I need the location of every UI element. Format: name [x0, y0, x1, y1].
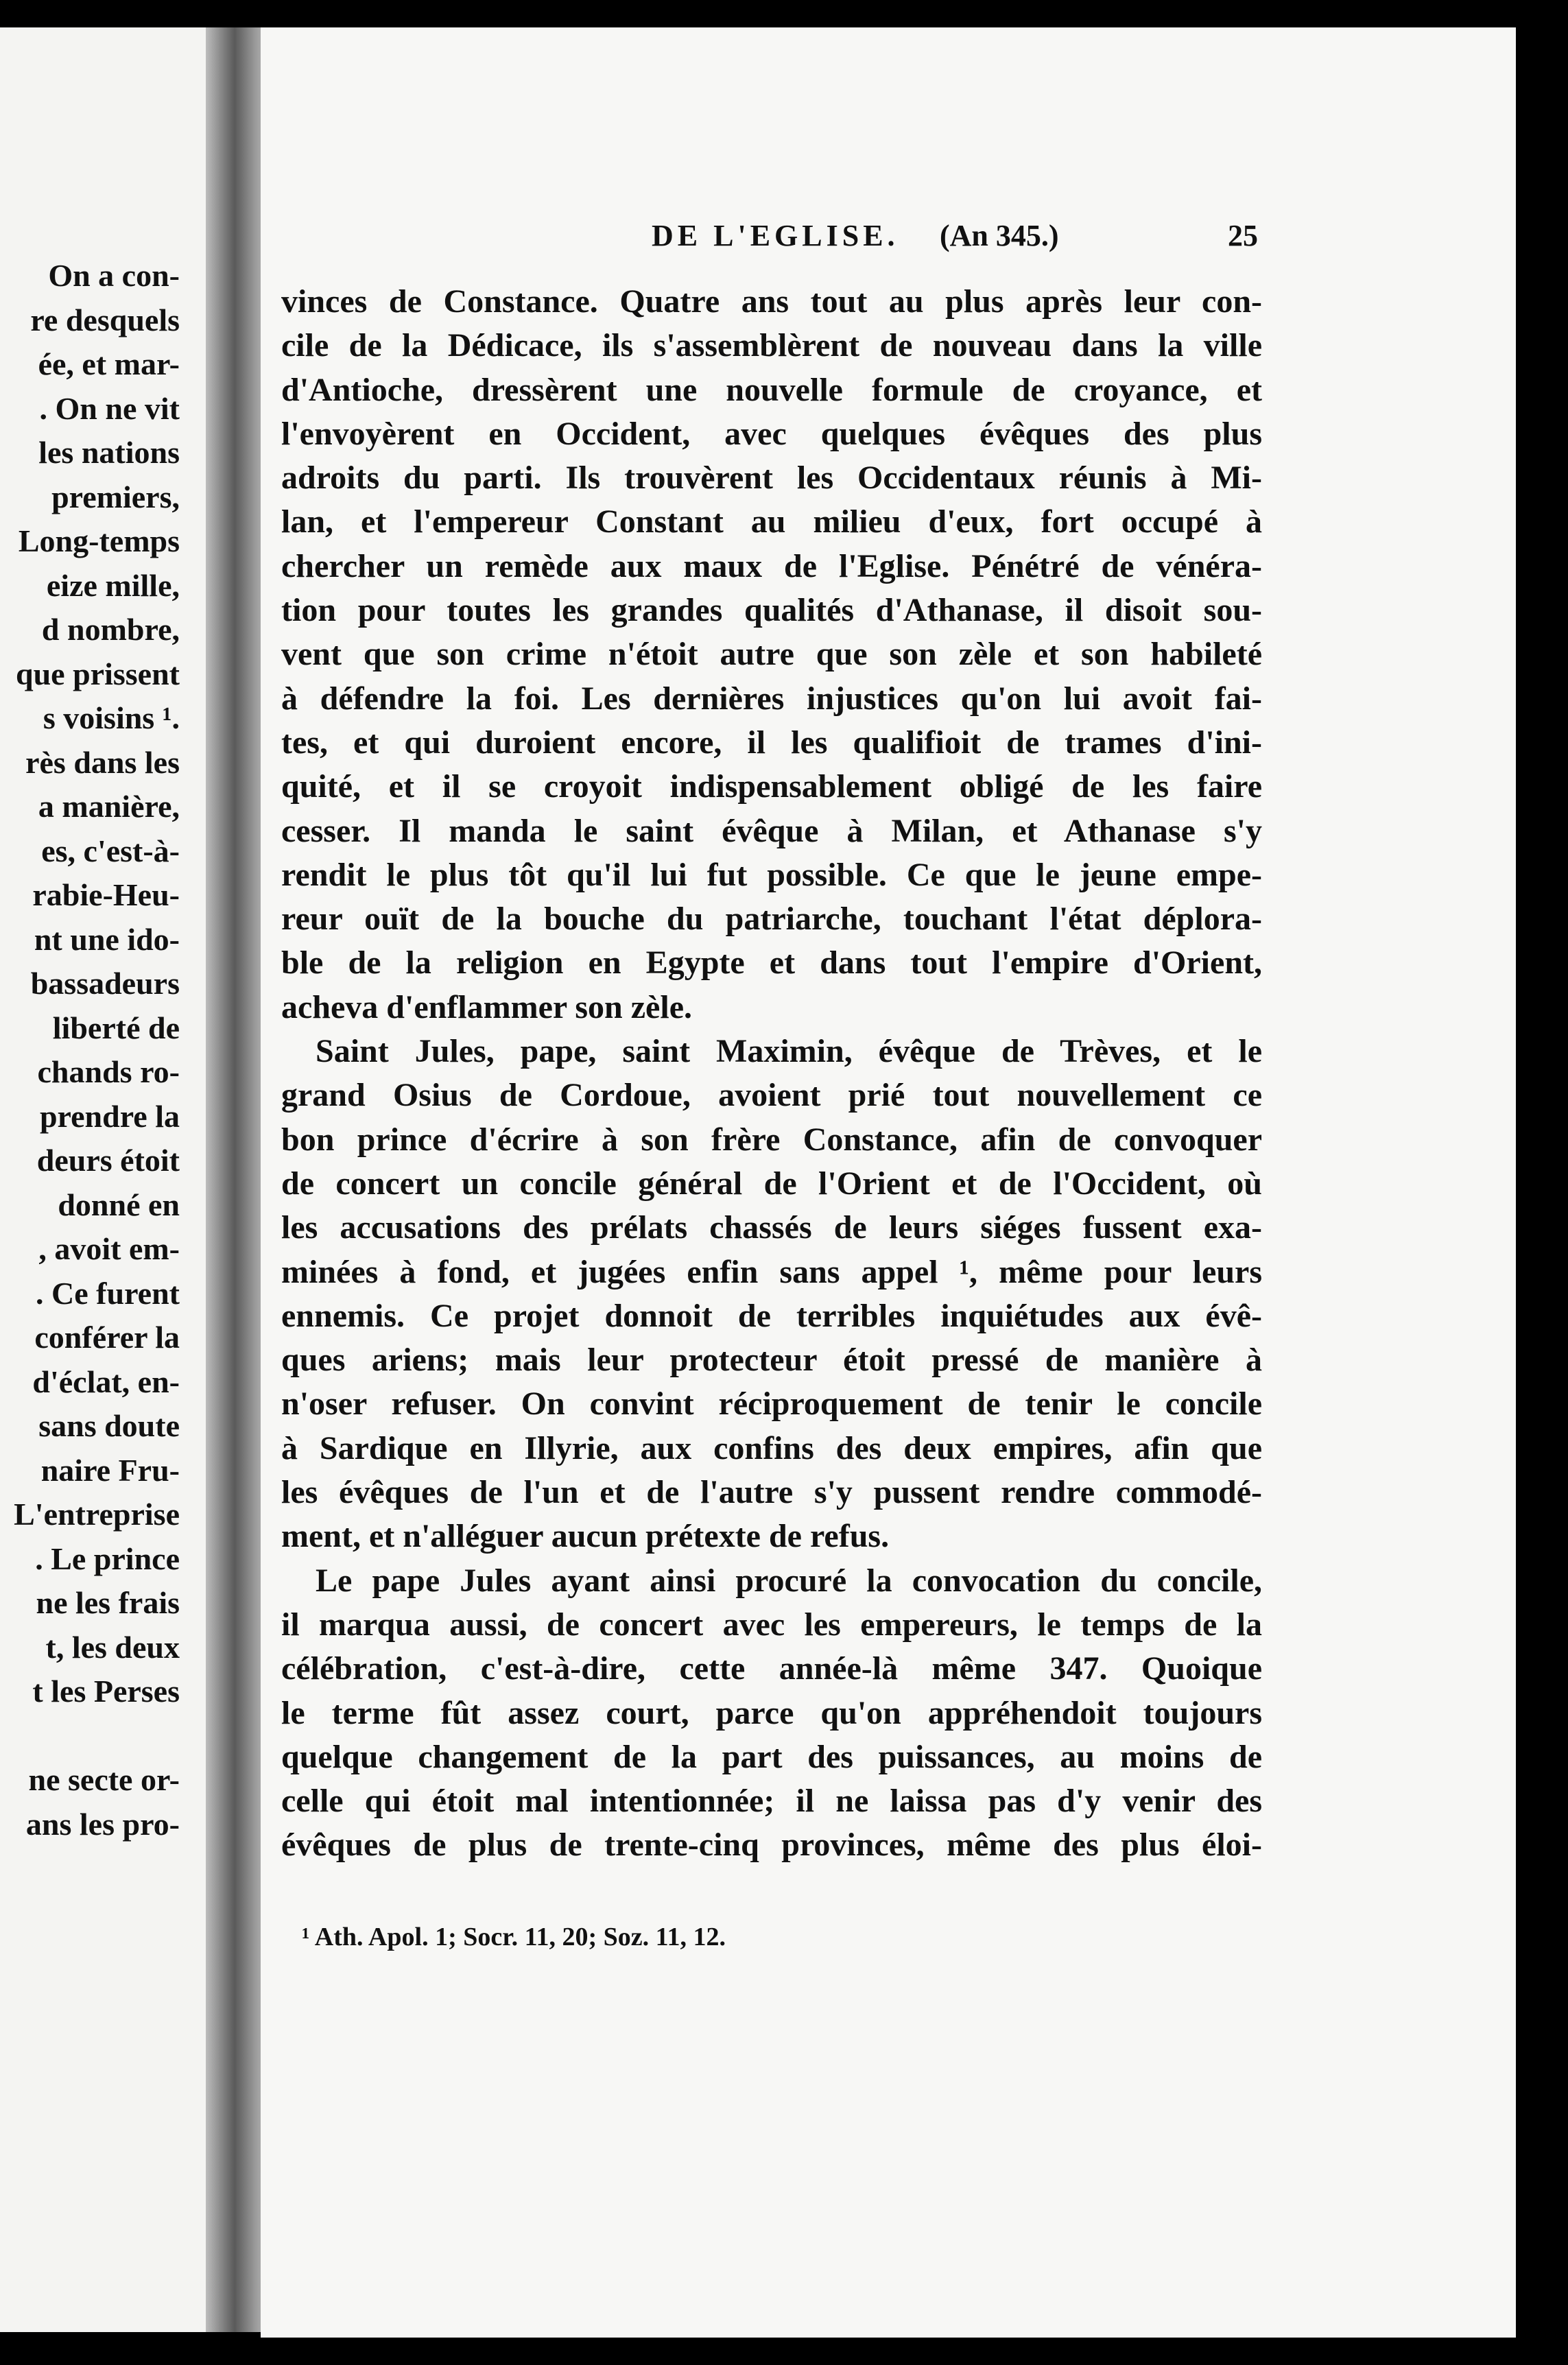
left-page-line: conférer la — [34, 1320, 180, 1355]
left-page-line: a manière, — [38, 789, 180, 824]
text-line: les évêques de l'un et de l'autre s'y pussent rendre commodé- — [281, 1474, 1262, 1511]
left-page-line: eize mille, — [46, 567, 180, 603]
left-page-line: ne les frais — [36, 1585, 180, 1620]
left-page-line: deurs étoit — [36, 1143, 180, 1178]
text-line: à Sardique en Illyrie, aux confins des deux empires, afin que — [281, 1429, 1262, 1466]
text-line: celle qui étoit mal intentionnée; il ne laissa pas d'y venir des — [281, 1783, 1262, 1820]
left-page-line: premiers, — [51, 479, 180, 514]
text-line: quelque changement de la part des puissances, au moins de — [281, 1738, 1262, 1775]
left-page-line: que prissent — [16, 656, 180, 691]
text-line: vinces de Constance. Quatre ans tout au plus après leur con- — [281, 283, 1262, 320]
scan-border — [0, 0, 1568, 27]
text-line: grand Osius de Cordoue, avoient prié tout nouvellement ce — [281, 1077, 1262, 1114]
text-line: tes, et qui duroient encore, il les qualifioit de trames d'ini- — [281, 724, 1262, 761]
text-line: tion pour toutes les grandes qualités d'Athanase, il disoit sou- — [281, 592, 1262, 629]
left-page-line: les nations — [38, 435, 180, 470]
main-text — [261, 280, 1262, 1868]
left-page-text — [0, 254, 180, 1846]
text-line: vent que son crime n'étoit autre que son zèle et son habileté — [281, 636, 1262, 673]
text-line: d'Antioche, dressèrent une nouvelle formule de croyance, et — [281, 371, 1262, 408]
left-page-line: , avoit em- — [38, 1231, 180, 1266]
right-page — [261, 27, 1516, 2338]
left-page-line: rabie-Heu- — [32, 877, 180, 912]
left-page-line: s voisins ¹. — [43, 700, 180, 735]
text-line: rendit le plus tôt qu'il lui fut possible. Ce que le jeune empe- — [281, 856, 1262, 893]
text-line: ment, et n'alléguer aucun prétexte de refus. — [281, 1518, 890, 1555]
left-page-line: rès dans les — [25, 744, 180, 780]
text-line: de concert un concile général de l'Orient et de l'Occident, où — [281, 1165, 1262, 1202]
text-line: l'envoyèrent en Occident, avec quelques évêques des plus — [281, 415, 1262, 452]
left-page-line: nt une ido- — [34, 921, 180, 957]
text-line: ble de la religion en Egypte et dans tout l'empire d'Orient, — [281, 944, 1262, 982]
left-page-line — [0, 1714, 180, 1759]
left-page-line: ans les pro- — [25, 1806, 180, 1842]
left-page-line: On a con- — [48, 258, 180, 293]
text-line: évêques de plus de trente-cinq provinces, même des plus éloi- — [281, 1827, 1262, 1864]
text-line: Saint Jules, pape, saint Maximin, évêque de Trèves, et le — [316, 1033, 1262, 1070]
text-line: cile de la Dédicace, ils s'assemblèrent de nouveau dans la ville — [281, 327, 1262, 364]
text-line: quité, et il se croyoit indispensablement obligé de les faire — [281, 768, 1262, 805]
year-marker: (An 345.) — [940, 219, 1059, 252]
left-page-line: ne secte or- — [28, 1762, 180, 1797]
left-page-line: bassadeurs — [30, 966, 180, 1001]
text-line: chercher un remède aux maux de l'Eglise. Pénétré de vénéra- — [281, 547, 1262, 584]
left-page-line: . Le prince — [35, 1541, 180, 1576]
text-line: ques ariens; mais leur protecteur étoit pressé de manière à — [281, 1342, 1262, 1379]
text-line: bon prince d'écrire à son frère Constance, afin de convoquer — [281, 1121, 1262, 1158]
left-page-line: . Ce furent — [36, 1275, 180, 1311]
left-page-line: Long-temps — [18, 523, 180, 558]
text-line: lan, et l'empereur Constant au milieu d'eux, fort occupé à — [281, 503, 1262, 540]
text-line: il marqua aussi, de concert avec les empereurs, le temps de la — [281, 1606, 1262, 1643]
left-page-line: prendre la — [39, 1098, 180, 1134]
left-page-line: d'éclat, en- — [32, 1364, 180, 1399]
left-page-line: chands ro- — [37, 1054, 180, 1089]
text-line: Le pape Jules ayant ainsi procuré la convocation du concile, — [316, 1562, 1262, 1599]
left-page-line: . On ne vit — [39, 390, 180, 426]
text-line: le terme fût assez court, parce qu'on appréhendoit toujours — [281, 1694, 1262, 1731]
left-page-line: sans doute — [38, 1408, 180, 1443]
text-line: à défendre la foi. Les dernières injustices qu'on lui avoit fai- — [281, 680, 1262, 717]
page-number: 25 — [1228, 219, 1258, 252]
left-page-line: ée, et mar- — [38, 346, 180, 381]
left-page-line: es, c'est-à- — [41, 833, 180, 868]
text-line: les accusations des prélats chassés de leurs siéges fussent exa- — [281, 1209, 1262, 1246]
text-line: adroits du parti. Ils trouvèrent les Occidentaux réunis à Mi- — [281, 460, 1262, 497]
text-line: acheva d'enflammer son zèle. — [281, 988, 692, 1025]
text-line: ennemis. Ce projet donnoit de terribles inquiétudes aux évê- — [281, 1297, 1262, 1334]
footnote: ¹ Ath. Apol. 1; Socr. 11, 20; Soz. 11, 12. — [302, 1923, 726, 1951]
left-page-line: naire Fru- — [40, 1452, 180, 1488]
running-header — [261, 218, 1290, 259]
left-page-line: t les Perses — [32, 1674, 180, 1709]
text-line: célébration, c'est-à-dire, cette année-là même 347. Quoique — [281, 1650, 1262, 1687]
left-facing-page — [0, 27, 206, 2332]
left-page-line: donné en — [58, 1187, 180, 1222]
text-line: minées à fond, et jugées enfin sans appel ¹, même pour leurs — [281, 1253, 1262, 1290]
left-page-line: d nombre, — [41, 612, 180, 647]
text-line: cesser. Il manda le saint évêque à Milan, et Athanase s'y — [281, 812, 1262, 849]
left-page-line: liberté de — [52, 1010, 180, 1045]
running-title: DE L'EGLISE. — [652, 219, 899, 252]
text-line: reur ouït de la bouche du patriarche, touchant l'état déplora- — [281, 901, 1262, 938]
left-page-line: re desquels — [30, 302, 180, 337]
left-page-line: t, les deux — [45, 1629, 180, 1665]
text-line: n'oser refuser. On convint réciproquement de tenir le concile — [281, 1386, 1262, 1423]
left-page-line: L'entreprise — [14, 1497, 180, 1532]
